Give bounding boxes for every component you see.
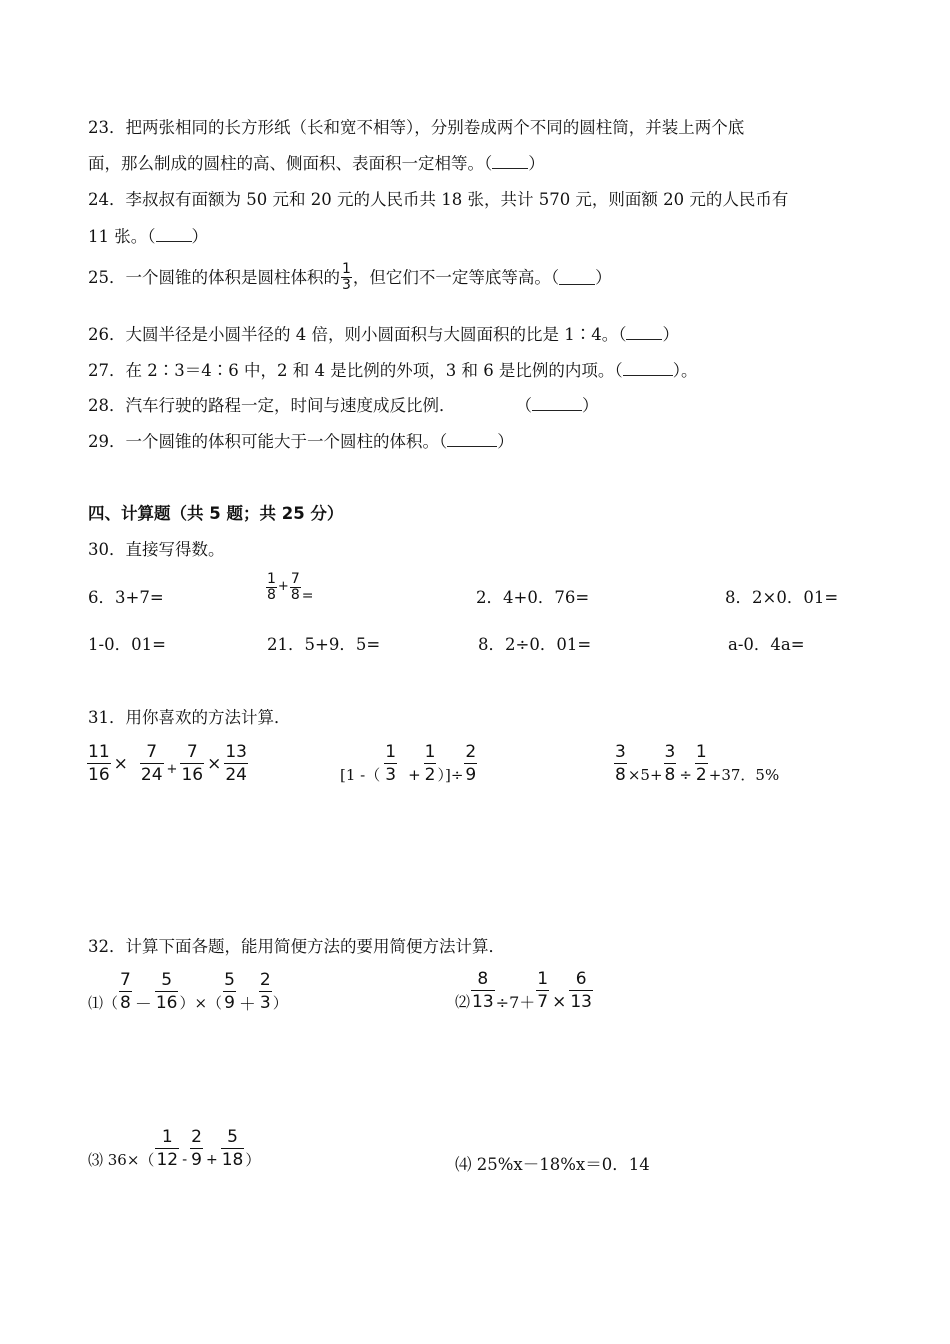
q29: 29．一个圆锥的体积可能大于一个圆柱的体积。（ ） bbox=[88, 432, 514, 451]
q23-line2: 面，那么制成的圆柱的高、侧面积、表面积一定相等。（ ） bbox=[88, 154, 545, 173]
q32-part-4: ⑷ 25%x－18%x＝0．14 bbox=[455, 1155, 650, 1174]
q32-part-3: ⑶ 36×（ 1 12 - 2 9 + $\frac{5}{18}$ ） bbox=[88, 1127, 261, 1170]
answer-blank-24[interactable] bbox=[156, 227, 192, 242]
q30-item-2: 1 8 + $\frac{7}{8}$ = bbox=[267, 570, 314, 604]
answer-blank-25[interactable] bbox=[559, 270, 595, 285]
q31-title: 31．用你喜欢的方法计算． bbox=[88, 708, 291, 727]
answer-blank-26[interactable] bbox=[626, 325, 662, 340]
q31-expression-3: $\frac{3}{8}$ ×5+ $\frac{3}{8}$ ÷ $\frac{1}{2}$ +37．5% bbox=[615, 742, 780, 785]
q28: 28．汽车行驶的路程一定，时间与速度成反比例． （ ） bbox=[88, 396, 599, 415]
answer-blank-28[interactable] bbox=[532, 396, 582, 411]
q30-item-5: 1-0．01= bbox=[88, 635, 166, 654]
q23-line1: 23．把两张相同的长方形纸（长和宽不相等），分别卷成两个不同的圆柱筒，并装上两个底 bbox=[88, 118, 745, 137]
q24-line2: 11 张。（ ） bbox=[88, 227, 208, 246]
q30-item-6: 21．5+9．5= bbox=[267, 635, 381, 654]
q27: 27．在 2∶3＝4∶6 中，2 和 4 是比例的外项，3 和 6 是比例的内项。（ ）。 bbox=[88, 361, 698, 380]
q32-part-2: ⑵ $\frac{8}{13}$ ÷7＋ $\frac{1}{7}$ × $\frac{6}{13}$ bbox=[455, 969, 592, 1012]
q31-expression-1: $\frac{11}{16}$ × $\frac{7}{24}$ + $\frac{7}{16}$ × $\frac{13}{24}$ bbox=[88, 742, 247, 785]
q24-line1: 24．李叔叔有面额为 50 元和 20 元的人民币共 18 张，共计 570 元，则面额 20 元的人民币有 bbox=[88, 190, 789, 209]
q30-item-1: 6．3+7= bbox=[88, 588, 164, 607]
q31-expression-2: [1 -（ 1 3 + $\frac{1}{2}$ ）]÷ $\frac{2}{9}$ bbox=[340, 742, 477, 785]
section-4-heading: 四、计算题（共 5 题；共 25 分） bbox=[88, 504, 344, 523]
q30-item-7: 8．2÷0．01= bbox=[478, 635, 592, 654]
q26: 26．大圆半径是小圆半径的 4 倍，则小圆面积与大圆面积的比是 1∶4。（ ） bbox=[88, 325, 679, 344]
q25: 25．一个圆锥的体积是圆柱体积的 1 3 ，但它们不一定等底等高。（ ） bbox=[88, 261, 612, 293]
fraction-one-third: 1 3 bbox=[342, 261, 351, 293]
answer-blank-23[interactable] bbox=[492, 154, 528, 169]
q30-item-8: a-0．4a= bbox=[728, 635, 805, 654]
q32-title: 32．计算下面各题，能用简便方法的要用简便方法计算． bbox=[88, 937, 505, 956]
q30-item-3: 2．4+0．76= bbox=[476, 588, 590, 607]
answer-blank-27[interactable] bbox=[623, 361, 673, 376]
answer-blank-29[interactable] bbox=[447, 432, 497, 447]
q30-item-4: 8．2×0．01= bbox=[725, 588, 839, 607]
q32-part-1: ⑴（ 7 8 － 5 16 ）×（ 5 9 ＋ 2 3 ） bbox=[88, 970, 288, 1015]
q30-title: 30．直接写得数。 bbox=[88, 540, 225, 559]
